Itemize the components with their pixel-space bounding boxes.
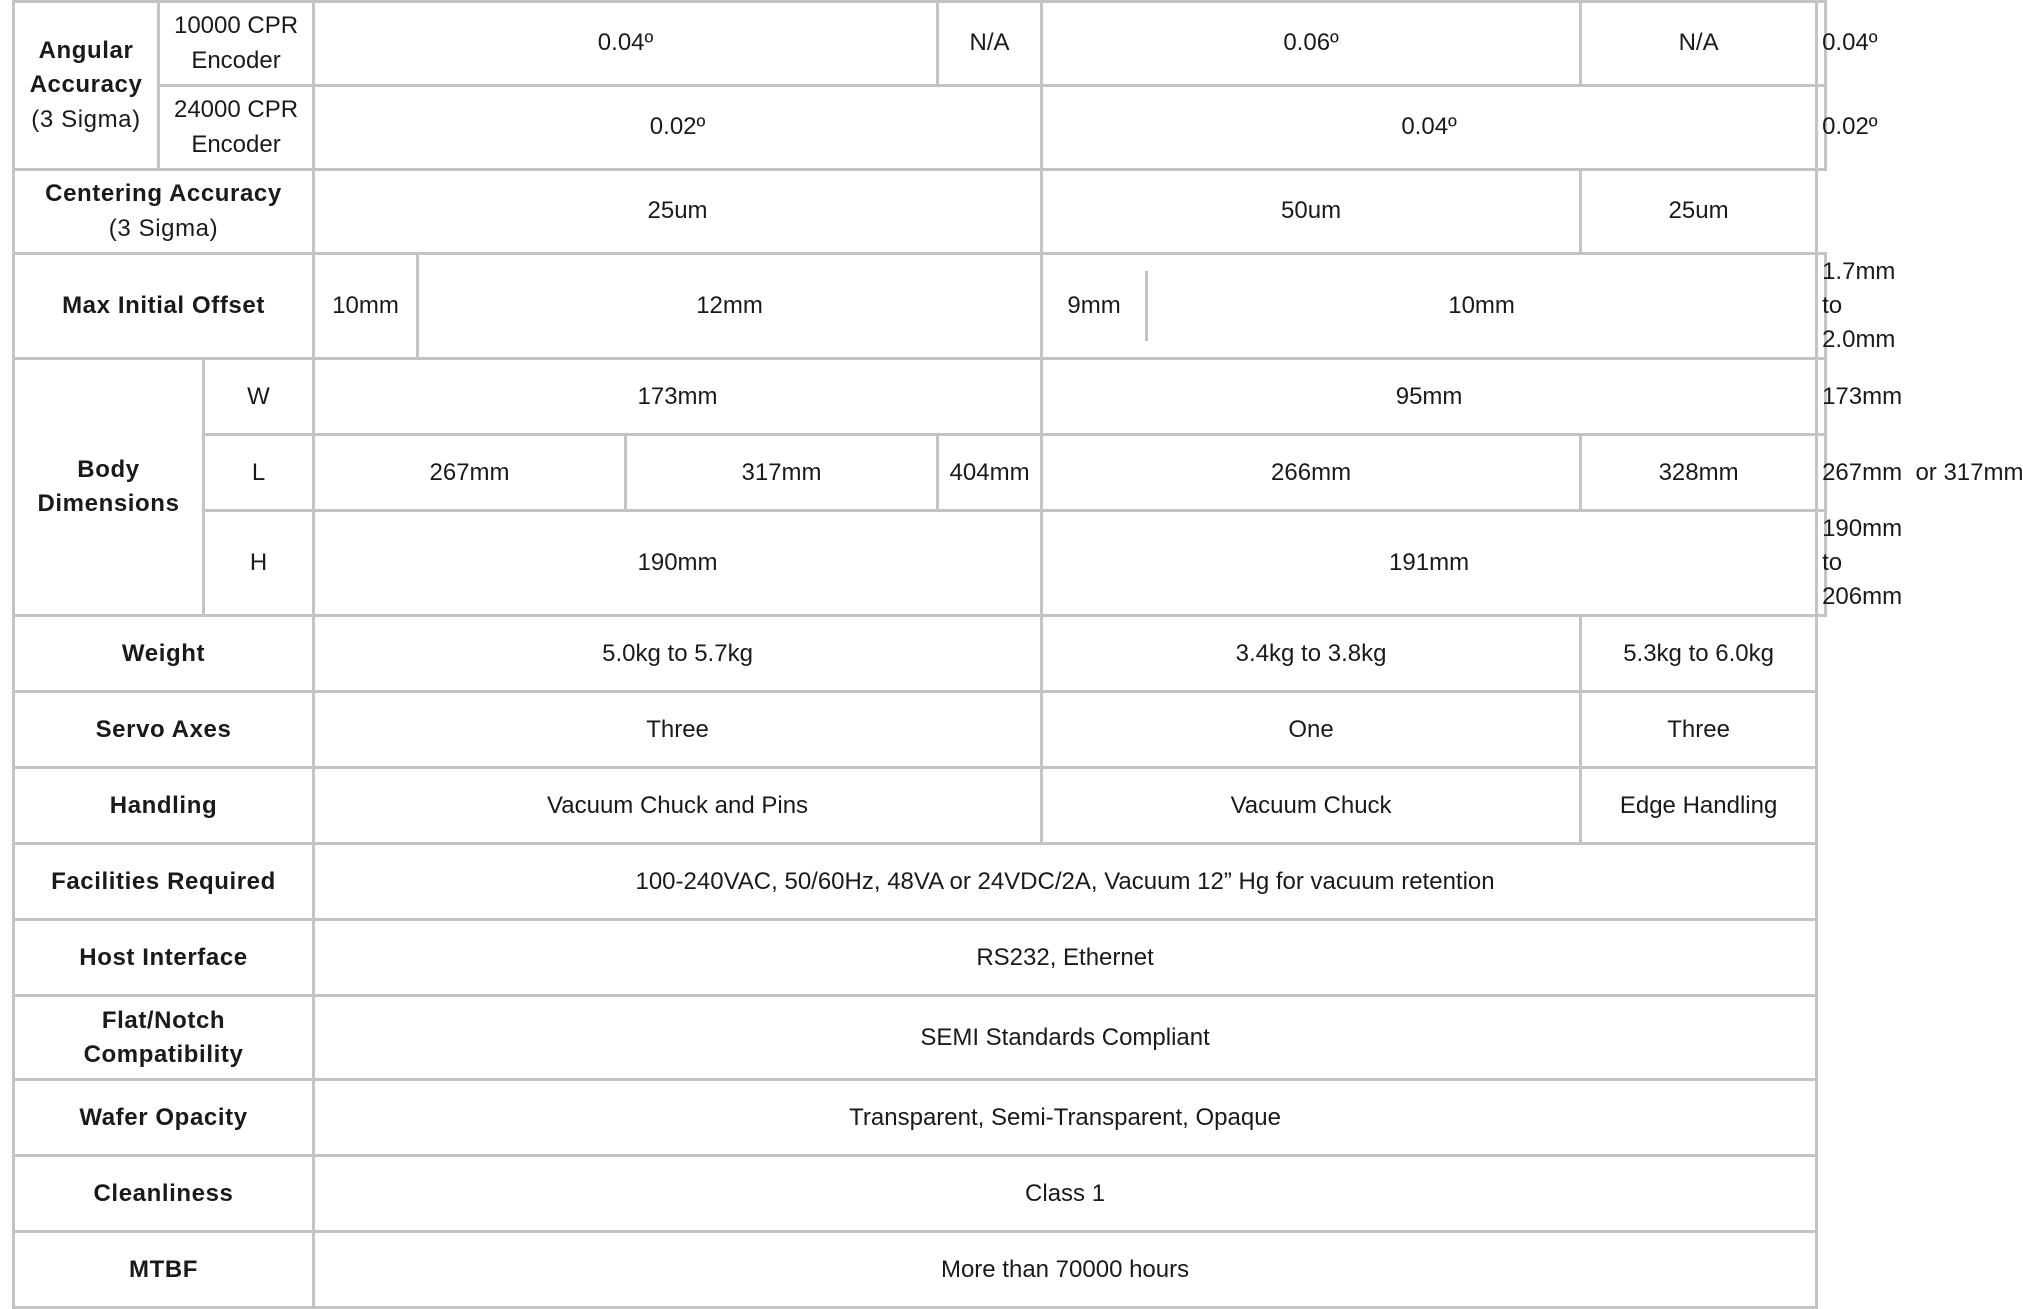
angular-accuracy-label-line1: Angular xyxy=(38,37,134,65)
body-h-group1: 190mm xyxy=(314,511,1042,616)
angular-24000-group2: 0.04º xyxy=(1042,86,1817,170)
row-facilities-required xyxy=(14,844,1826,920)
centering-group1: 25um xyxy=(314,170,1042,254)
row-flat-notch xyxy=(14,996,1826,1080)
row-servo-axes xyxy=(14,692,1826,768)
handling-group1: Vacuum Chuck and Pins xyxy=(314,768,1042,844)
angular-10000-group1: 0.04º xyxy=(314,2,938,86)
row-wafer-opacity xyxy=(14,1080,1826,1156)
offset-group1b: 12mm xyxy=(418,254,1042,359)
weight-label: Weight xyxy=(14,616,314,692)
wafer-opacity-label: Wafer Opacity xyxy=(14,1080,314,1156)
offset-group2a: 9mm xyxy=(1043,271,1148,341)
cleanliness-value: Class 1 xyxy=(314,1156,1817,1232)
mtbf-value: More than 70000 hours xyxy=(314,1232,1817,1308)
wafer-opacity-value: Transparent, Semi-Transparent, Opaque xyxy=(314,1080,1817,1156)
body-l-label: L xyxy=(204,435,314,511)
servo-axes-group3: Three xyxy=(1581,692,1817,768)
row-body-h xyxy=(14,511,1826,616)
offset-group2 xyxy=(1042,254,1817,359)
row-centering-accuracy xyxy=(14,170,1826,254)
body-l-group2b: 328mm xyxy=(1581,435,1817,511)
handling-group3: Edge Handling xyxy=(1581,768,1817,844)
encoder-10000-line1: 10000 CPR xyxy=(173,12,299,40)
handling-label: Handling xyxy=(14,768,314,844)
facilities-required-value: 100-240VAC, 50/60Hz, 48VA or 24VDC/2A, Vacuum 12” Hg for vacuum retention xyxy=(314,844,1817,920)
encoder-10000-label xyxy=(159,2,314,86)
body-h-group3: 190mm to 206mm xyxy=(1817,511,1826,616)
body-dimensions-line2: Dimensions xyxy=(37,490,180,518)
offset-group1a: 10mm xyxy=(314,254,418,359)
row-cleanliness xyxy=(14,1156,1826,1232)
centering-group3: 25um xyxy=(1581,170,1817,254)
encoder-10000-line2: Encoder xyxy=(191,46,281,74)
centering-group2: 50um xyxy=(1042,170,1581,254)
row-max-initial-offset xyxy=(14,254,1826,359)
centering-accuracy-label-text: Centering Accuracy xyxy=(45,180,282,208)
body-l-group2a: 266mm xyxy=(1042,435,1581,511)
max-initial-offset-label: Max Initial Offset xyxy=(14,254,314,359)
angular-accuracy-sigma: (3 Sigma) xyxy=(31,105,141,133)
centering-accuracy-label xyxy=(14,170,314,254)
body-l-group3: 267mm or 317mm xyxy=(1817,435,1826,511)
weight-group2: 3.4kg to 3.8kg xyxy=(1042,616,1581,692)
angular-10000-group2: 0.06º xyxy=(1042,2,1581,86)
body-l-group1a: 267mm xyxy=(314,435,626,511)
encoder-24000-line1: 24000 CPR xyxy=(173,96,299,124)
servo-axes-group1: Three xyxy=(314,692,1042,768)
angular-10000-group2-na: N/A xyxy=(1581,2,1817,86)
angular-24000-group1: 0.02º xyxy=(314,86,1042,170)
mtbf-label: MTBF xyxy=(14,1232,314,1308)
row-handling xyxy=(14,768,1826,844)
angular-24000-group3: 0.02º xyxy=(1817,86,1826,170)
row-weight xyxy=(14,616,1826,692)
angular-10000-group1-na: N/A xyxy=(938,2,1042,86)
angular-accuracy-label xyxy=(14,2,159,170)
body-dimensions-label xyxy=(14,359,204,616)
weight-group3: 5.3kg to 6.0kg xyxy=(1581,616,1817,692)
body-w-group3: 173mm xyxy=(1817,359,1826,435)
body-dimensions-line1: Body xyxy=(77,456,140,484)
angular-10000-group3: 0.04º xyxy=(1817,2,1826,86)
flat-notch-label xyxy=(14,996,314,1080)
angular-accuracy-label-line2: Accuracy xyxy=(29,71,143,99)
cleanliness-label: Cleanliness xyxy=(14,1156,314,1232)
servo-axes-group2: One xyxy=(1042,692,1581,768)
row-angular-24000 xyxy=(14,86,1826,170)
flat-notch-value: SEMI Standards Compliant xyxy=(314,996,1817,1080)
body-w-group1: 173mm xyxy=(314,359,1042,435)
offset-group2-split xyxy=(1043,271,1815,341)
host-interface-value: RS232, Ethernet xyxy=(314,920,1817,996)
flat-notch-line1: Flat/Notch xyxy=(101,1006,226,1034)
encoder-24000-line2: Encoder xyxy=(191,130,281,158)
encoder-24000-label xyxy=(159,86,314,170)
flat-notch-line2: Compatibility xyxy=(83,1040,244,1068)
spec-table xyxy=(12,0,2023,1309)
facilities-required-label: Facilities Required xyxy=(14,844,314,920)
offset-group3: 1.7mm to 2.0mm xyxy=(1817,254,1826,359)
body-l-group1b: 317mm xyxy=(626,435,938,511)
body-w-label: W xyxy=(204,359,314,435)
offset-group2b: 10mm xyxy=(1448,292,1515,320)
handling-group2: Vacuum Chuck xyxy=(1042,768,1581,844)
row-body-w xyxy=(14,359,1826,435)
host-interface-label: Host Interface xyxy=(14,920,314,996)
row-angular-10000 xyxy=(14,2,1826,86)
body-w-group2: 95mm xyxy=(1042,359,1817,435)
weight-group1: 5.0kg to 5.7kg xyxy=(314,616,1042,692)
row-body-l xyxy=(14,435,1826,511)
servo-axes-label: Servo Axes xyxy=(14,692,314,768)
row-mtbf xyxy=(14,1232,1826,1308)
row-host-interface xyxy=(14,920,1826,996)
body-h-group2: 191mm xyxy=(1042,511,1817,616)
body-h-label: H xyxy=(204,511,314,616)
body-l-group1c: 404mm xyxy=(938,435,1042,511)
centering-accuracy-sigma: (3 Sigma) xyxy=(108,214,219,242)
